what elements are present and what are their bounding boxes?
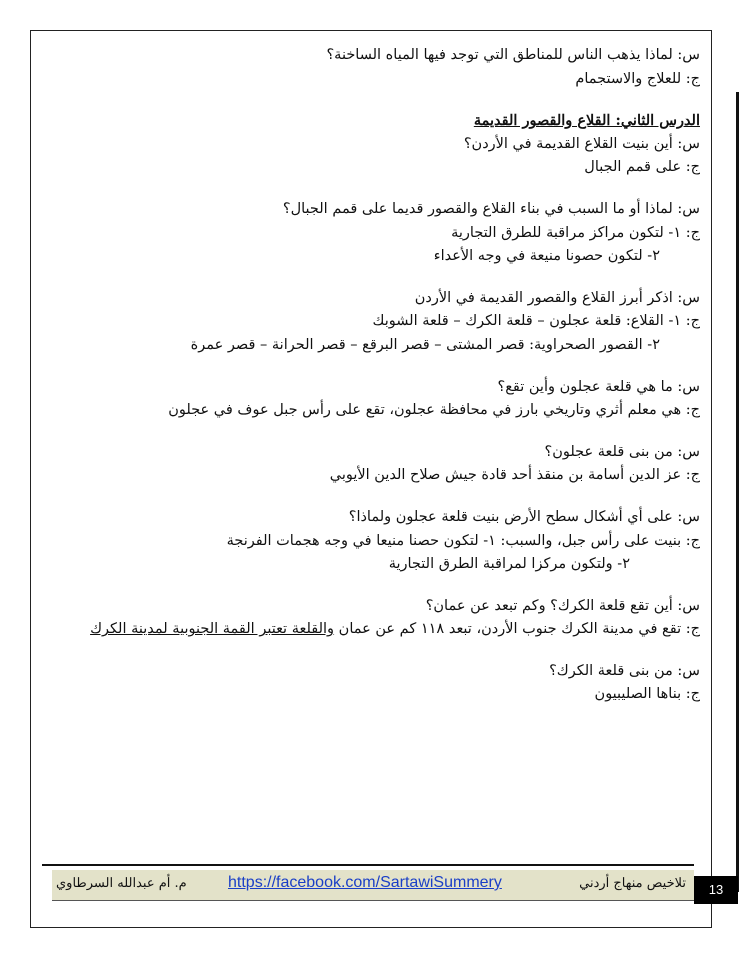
question: س: على أي أشكال سطح الأرض بنيت قلعة عجلون ولماذا؟: [348, 508, 700, 525]
footer-author: م. أم عبدالله السرطاوي: [56, 876, 187, 891]
underlined-note: والقلعة تعتبر القمة الجنوبية لمدينة الكرك: [90, 621, 335, 638]
answer: ج: عز الدين أسامة بن منقذ أحد قادة جيش صلاح الدين الأيوبي: [329, 467, 700, 484]
answer: ج: ١- القلاع: قلعة عجلون – قلعة الكرك – قلعة الشوبك: [372, 313, 700, 330]
answer-item: ٢- القصور الصحراوية: قصر المشتى – قصر البرقع – قصر الحرانة – قصر عمرة: [190, 336, 660, 353]
margin-rule: [736, 92, 739, 892]
answer: ج: على قمم الجبال: [584, 159, 700, 176]
footer-rule: [42, 864, 694, 866]
facebook-link[interactable]: https://facebook.com/SartawiSummery: [228, 874, 502, 891]
answer: ج: هي معلم أثري وتاريخي بارز في محافظة عجلون، تقع على رأس جبل عوف في عجلون: [168, 402, 700, 419]
question: س: لماذا يذهب الناس للمناطق التي توجد فيها المياه الساخنة؟: [326, 47, 700, 63]
answer: ج: تقع في مدينة الكرك جنوب الأردن، تبعد ١١٨ كم عن عمان والقلعة تعتبر القمة الجنوبية لمدينة الكرك: [90, 621, 700, 638]
answer: ج: بناها الصليبيون: [594, 686, 700, 703]
question: س: من بنى قلعة الكرك؟: [549, 662, 700, 679]
lesson-title: الدرس الثاني: القلاع والقصور القديمة: [473, 112, 700, 130]
answer: ج: للعلاج والاستجمام: [575, 70, 700, 87]
answer-item: ٢- ولتكون مركزا لمراقبة الطرق التجارية: [388, 556, 630, 573]
answer: ج: ١- لتكون مراكز مراقبة للطرق التجارية: [451, 224, 700, 241]
question: س: ما هي قلعة عجلون وأين تقع؟: [497, 378, 700, 395]
question: س: لماذا أو ما السبب في بناء القلاع والقصور قديما على قمم الجبال؟: [282, 200, 700, 217]
answer-item: ٢- لتكون حصونا منيعة في وجه الأعداء: [433, 248, 660, 265]
question: س: من بنى قلعة عجلون؟: [544, 443, 700, 460]
document-content: [60, 44, 700, 707]
question: س: أين تقع قلعة الكرك؟ وكم تبعد عن عمان؟: [425, 597, 700, 614]
question: س: أين بنيت القلاع القديمة في الأردن؟: [463, 135, 700, 152]
answer: ج: بنيت على رأس جبل، والسبب: ١- لتكون حصنا منيعا في وجه هجمات الفرنجة: [226, 532, 700, 549]
question: س: اذكر أبرز القلاع والقصور القديمة في الأردن: [414, 289, 700, 306]
page-number: 13: [694, 876, 738, 904]
footer-bar: [52, 870, 694, 901]
footer-series: تلاخيص منهاج أردني: [579, 876, 686, 891]
